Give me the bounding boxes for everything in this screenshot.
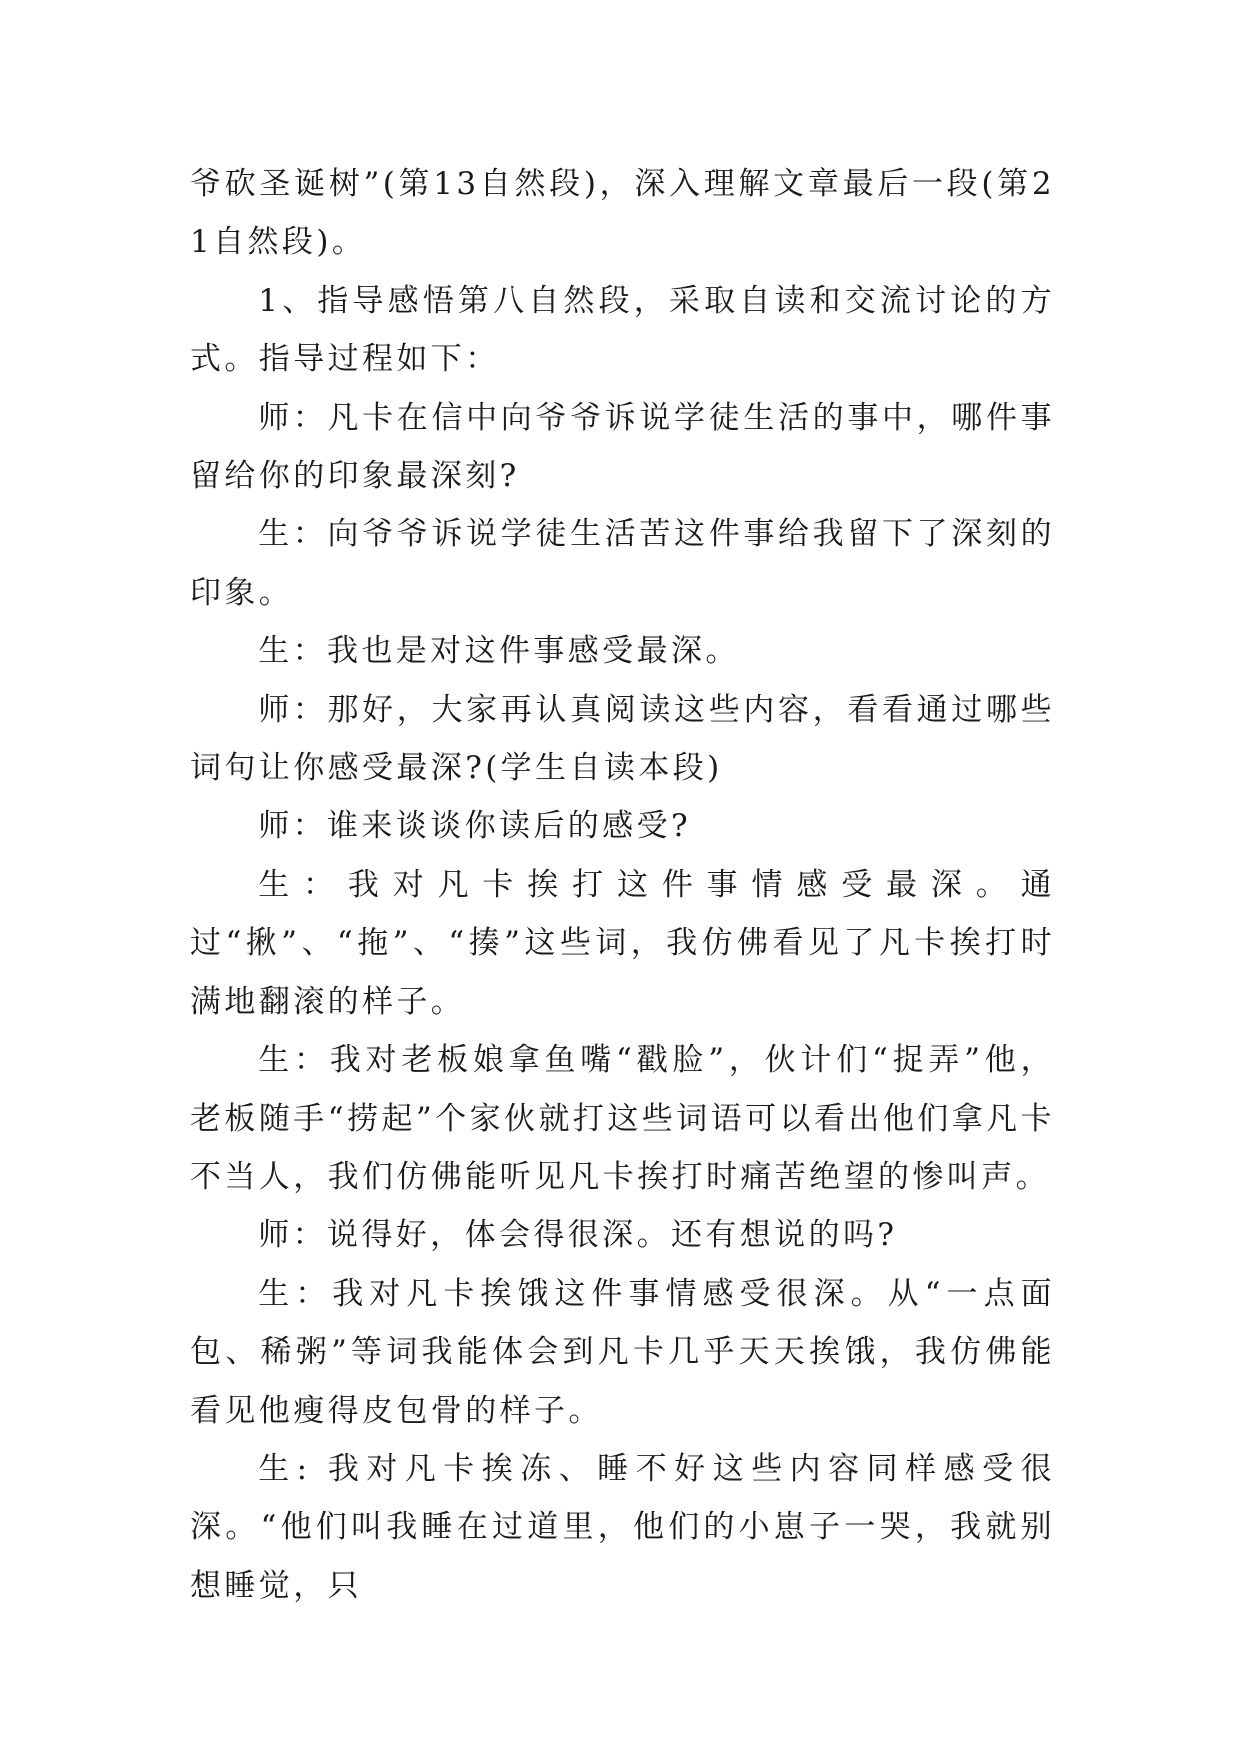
paragraph-11: 生：我对凡卡挨饿这件事情感受很深。从“一点面包、稀粥”等词我能体会到凡卡几乎天天挨饿，我仿佛能看见他瘦得皮包骨的样子。 — [190, 1275, 1055, 1429]
paragraph-9: 生：我对老板娘拿鱼嘴“戳脸”，伙计们“捉弄”他，老板随手“捞起”个家伙就打这些词语可以看出他们拿凡卡不当人，我们仿佛能听见凡卡挨打时痛苦绝望的惨叫声。 — [190, 1042, 1055, 1195]
paragraph-4: 生：向爷爷诉说学徒生活苦这件事给我留下了深刻的印象。 — [190, 516, 1055, 611]
paragraph-6: 师：那好，大家再认真阅读这些内容，看看通过哪些词句让你感受最深?(学生自读本段) — [190, 691, 1055, 787]
paragraph-12: 生: 我对凡卡挨冻、睡不好这些内容同样感受很深。“他们叫我睡在过道里，他们的小崽子一哭，我就别想睡觉，只 — [190, 1450, 1055, 1604]
paragraph-5: 生：我也是对这件事感受最深。 — [258, 633, 740, 670]
paragraph-3: 师：凡卡在信中向爷爷诉说学徒生活的事中，哪件事留给你的印象最深刻? — [190, 399, 1055, 495]
paragraph-7: 师：谁来谈谈你读后的感受? — [258, 808, 692, 845]
paragraph-8: 生：我对凡卡挨打这件事情感受最深。通过“揪”、“拖”、“揍”这些词，我仿佛看见了凡卡挨打时满地翻滚的样子。 — [190, 866, 1055, 1020]
paragraph-2: 1、指导感悟第八自然段，采取自读和交流讨论的方式。指导过程如下： — [190, 282, 1055, 378]
document-body — [190, 155, 1055, 1615]
paragraph-1: 爷砍圣诞树”(第13自然段)，深入理解文章最后一段(第21自然段)。 — [190, 166, 1055, 261]
paragraph-10: 师：说得好，体会得很深。还有想说的吗? — [258, 1217, 898, 1254]
